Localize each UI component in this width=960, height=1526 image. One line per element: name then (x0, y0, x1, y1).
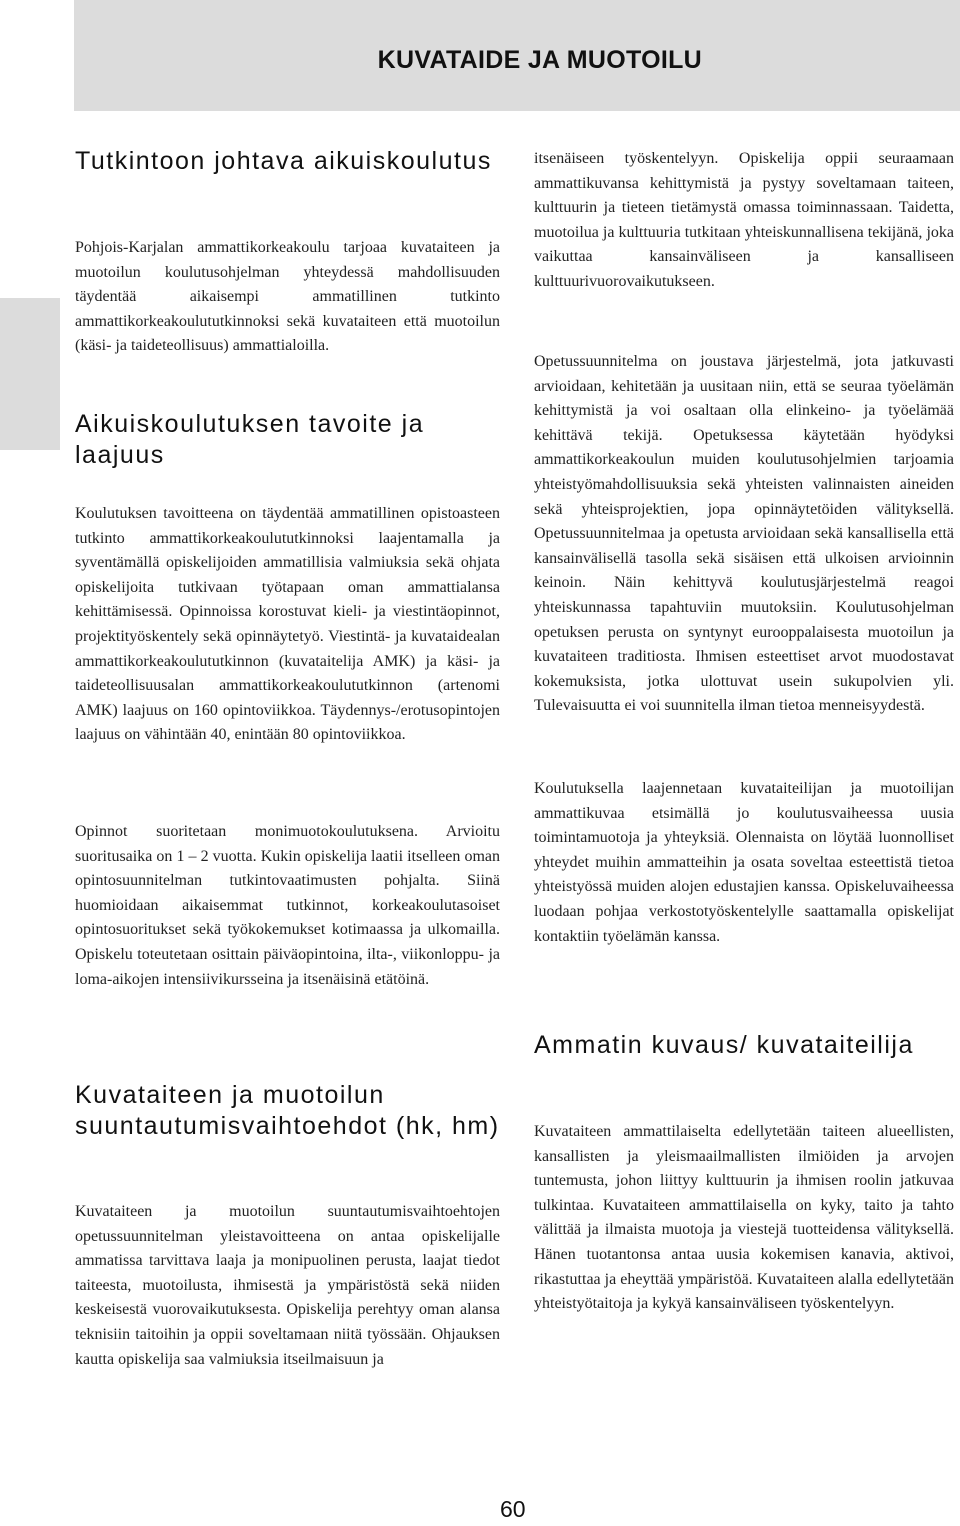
side-tab-marker (0, 298, 60, 450)
page-number: 60 (500, 1496, 526, 1522)
paragraph: Kuvataiteen ja muotoilun suuntautumisvaihtoehtojen opetussuunnitelman yleistavoitteena on antaa opiskelijalle ammatissa tarvittava laaja ja monipuolinen perusta, laajat tiedot taiteesta, muotoilusta, ihmisestä ja ympäristöstä sekä niiden keskeisestä vuorovaikutuksesta. Opiskelija perehtyy oman alansa teknisiin taitoihin ja oppii soveltamaan niitä työssään. Ohjauksen kautta opiskelija saa valmiuksia itseilmaisuun ja (75, 1203, 500, 1368)
paragraph: Opinnot suoritetaan monimuotokoulutuksena. Arvioitu suoritusaika on 1 – 2 vuotta. Kukin opiskelija laatii itselleen oman opintosuunnitelman tutkintovaatimusten pohjalta. Siinä huomioidaan aikaisemmat tutkinnot, korkeakoulutasoiset opintosuoritukset sekä työkokemukset kotimaassa ja ulkomailla. Opiskelu toteutetaan osittain päiväopintoina, ilta-, viikonloppu- ja loma-aikojen intensiivikursseina ja itsenäisinä etätöinä. (75, 823, 500, 988)
paragraph: itsenäiseen työskentelyyn. Opiskelija oppii seuraamaan ammattikuvansa kehittymistä ja pystyy soveltamaan taiteen, kulttuurin ja tieteen tietämystä omassa toiminnassaan. Taidetta, muotoilua ja kulttuuria tutkitaan yhteiskunnallisena tekijänä, joka vaikuttaa kansainväliseen ja kansalliseen kulttuurivuorovaikutukseen. (534, 150, 954, 290)
paragraph: Opetussuunnitelma on joustava järjestelmä, jota jatkuvasti arvioidaan, kehitetään ja uusitaan niin, että se seuraa työelämän kehittymistä ja voi osaltaan olla elinkeino- ja työelämää kehittävä tekijä. Opetuksessa käytetään hyödyksi ammattikorkeakoulun muiden koulutusohjelmien tarjoamia yhteistyömahdollisuuksia sekä yhteisten valinnaisten aineiden sekä yhteisprojektien, jopa opinnäytetöiden välityksellä. Opetussuunnitelmaa ja opetusta arvioidaan sekä kansallisella että kansainvälisellä tasolla sekä sisäisen että ulkoisen arvioinnin keinoin. Näin kehittyvä koulutusjärjestelmä reagoi yhteiskunnassa tapahtuviin muutoksiin. Koulutusohjelman opetuksen perusta on syntynyt eurooppalaisesta muotoilun ja kuvataiteen traditiosta. Ihmisen esteettiset arvot muodostavat kokemuksista, jotka ulottuvat usein sukupolvien yli. Tulevaisuutta ei voi suunnitella ilman tietoa menneisyydestä. (534, 353, 954, 715)
section-heading-aikuiskoulutus: Tutkintoon johtava aikuiskoulutus (75, 147, 492, 175)
section-heading-ammatin-kuvaus: Ammatin kuvaus/ kuvataiteilija (534, 1031, 914, 1059)
paragraph: Koulutuksen tavoitteena on täydentää ammatillinen opistoasteen tutkinto ammattikorkeakoulututkinnoksi laajentamalla ja syventämällä opiskelijoiden ammatillisia valmiuksia sekä ohjata opiskelijoita tutkivaan työtapaan oman ammattialansa kehittämisessä. Opinnoissa korostuvat kieli- ja viestintäopinnot, projektityöskentely sekä opinnäytetyö. Viestintä- ja kuvataidealan ammattikorkeakoulututkinnon (kuvataitelija AMK) ja käsi- ja taideteollisuusalan ammattikorkeakoulututkinnon (artenomi AMK) laajuus on 160 opintoviikkoa. Täydennys-/erotusopintojen laajuus on vähintään 40, enintään 80 opintoviikkoa. (75, 505, 500, 744)
section-heading-suuntautumisvaihtoehdot: Kuvataiteen ja muotoilun suuntautumisvaihtoehdot (hk, hm) (75, 1081, 500, 1140)
paragraph: Pohjois-Karjalan ammattikorkeakoulu tarjoaa kuvataiteen ja muotoilun koulutusohjelman yhteydessä mahdollisuuden täydentää aikaisempi ammatillinen tutkinto ammattikorkeakoulututkinnoksi sekä kuvataiteen että muotoilun (käsi- ja taideteollisuus) ammattialoilla. (75, 239, 500, 355)
paragraph: Koulutuksella laajennetaan kuvataiteilijan ja muotoilijan ammattikuvaa etsimällä jo koulutusvaiheessa uusia toimintamuotoja ja yhteyksiä. Olennaista on löytää luonnolliset yhteydet muihin ammatteihin ja osata soveltaa esteettistä tietoa yhteistyössä muiden alojen edustajien kanssa. Opiskeluvaiheessa luodaan pohjaa verkostotyöskentelylle saattamalla opiskelijat kontaktiin työelämän kanssa. (534, 780, 954, 945)
section-heading-tavoite: Aikuiskoulutuksen tavoite ja laajuus (75, 410, 425, 469)
paragraph: Kuvataiteen ammattilaiselta edellytetään taiteen alueellisten, kansallisten ja yleismaailmallisten ilmiöiden ja arvojen tuntemusta, johon liittyy kulttuurin ja ihmisen roolin jatkuvaa tulkintaa. Kuvataiteen ammattilaisella on kyky, taito ja tahto välittää ja ilmaista muotoja ja viestejä tuotteidensa välityksellä. Hänen tuotantonsa antaa uusia kokemisen kanavia, aktivoi, rikastuttaa ja eheyttää ympäristöä. Kuvataiteen alalla edellytetään yhteistyötaitoja ja kykyä kansainväliseen työskentelyyn. (534, 1123, 954, 1313)
page-header-title: KUVATAIDE JA MUOTOILU (377, 46, 702, 74)
